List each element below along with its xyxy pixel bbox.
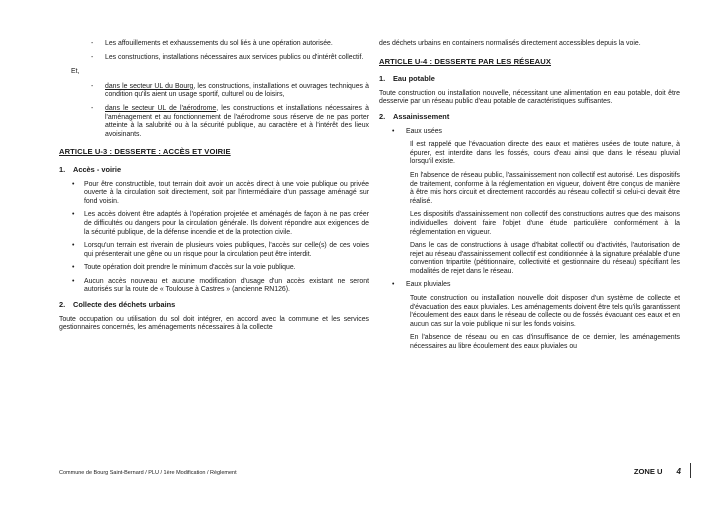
sector-text: , les constructions et installations nécessaires à l'aménagement et au fonctionnement de l'aérodrome sous réserve de ne pas porter atteinte à la salubrité ou à la sécurité publique, au caractère et à l'intérêt des lieux avoisinants.	[105, 104, 369, 138]
list-item-text: Les constructions, installations nécessaires aux services publics ou d'intérêt collectif.	[105, 53, 364, 61]
text-cursor	[690, 463, 691, 478]
footer-document-reference: Commune de Bourg Saint-Bernard / PLU / 1ère Modification / Règlement	[59, 470, 237, 476]
list-item	[59, 181, 369, 207]
section-heading	[379, 113, 680, 122]
list-item-text: Aucun accès nouveau et aucune modification d'usage d'un accès existant ne seront autorisés sur la route de « Toulouse à Castres » (ancienne RN126).	[84, 277, 369, 294]
paragraph: En l'absence de réseau public, l'assainissement non collectif est autorisé. Les dispositifs de traitement, conforme à la réglementation en vigueur, doivent être conçus de manière à être mis hors circuit et directement raccordés au réseau collectif si celui-ci devait être réalisé.	[410, 171, 680, 205]
paragraph: Toute construction ou installation nouvelle doit disposer d'un système de collecte et d'évacuation des eaux pluviales. Les aménagements doivent être tels qu'ils garantissent l'écoulement des eaux dans le réseau de collecte ou de fossés évacuant ces eaux et en aucun cas sur la voie publique ni sur les fonds voisins.	[410, 295, 680, 328]
list-item-text: Les affouillements et exhaussements du sol liés à une opération autorisée.	[105, 40, 333, 47]
section-title: Eau potable	[393, 74, 435, 84]
section-number: 2.	[59, 300, 66, 310]
sector-lead: dans le secteur UL du Bourg	[105, 82, 194, 90]
bullet-marker: •	[72, 277, 75, 285]
paragraph: En l'absence de réseau ou en cas d'insuffisance de ce dernier, les aménagements nécessaires au libre écoulement des eaux pluviales ou	[410, 334, 680, 351]
list-item	[59, 83, 369, 100]
sub-heading-eaux-pluviales	[379, 281, 680, 290]
list-item-text: Toute opération doit prendre le minimum d'accès sur la voie publique.	[84, 264, 296, 272]
list-item-text: Les accès doivent être adaptés à l'opération projetée et aménagés de façon à ne pas créer de difficultés ou dangers pour la circulation générale. Ils doivent répondre aux exigences de la sécurité publique, de la défense incendie et de la protection civile.	[84, 211, 369, 236]
section-heading	[59, 166, 369, 175]
paragraph: Dans le cas de constructions à usage d'habitat collectif ou d'activités, l'autorisation de rejet au réseau d'assainissement collectif est conditionnée à la signature préalable d'une convention tripartite (pétitionnaire, collectivité et gestionnaire du réseau) spécifiant les modalités de rejet dans le réseau.	[410, 242, 680, 275]
article-u4-heading: ARTICLE U-4 : DESSERTE PAR LES RÉSEAUX	[379, 56, 552, 66]
paragraph: Il est rappelé que l'évacuation directe des eaux et matières usées de toute nature, à épurer, est interdite dans les fossés, cours d'eau ainsi que dans le réseau pluvial lorsqu'il existe.	[410, 141, 680, 166]
list-item	[59, 278, 369, 295]
list-item-text: Lorsqu'un terrain est riverain de plusieurs voies publiques, l'accès sur celle(s) de ces voies qui présenterait une gêne ou un risque pour la circulation peut être interdit.	[84, 242, 369, 258]
section-heading	[59, 301, 369, 310]
left-column	[59, 40, 369, 338]
section-title: Accès - voirie	[73, 164, 122, 174]
sub-heading-label: Eaux pluviales	[406, 281, 451, 289]
paragraph: Les dispositifs d'assainissement non collectif des constructions autres que des maisons individuelles doivent faire l'objet d'une étude particulière conformément à la réglementation en vigueur.	[410, 211, 680, 236]
list-item	[59, 242, 369, 259]
bullet-marker: •	[392, 281, 395, 289]
eau-potable-paragraph: Toute construction ou installation nouvelle, nécessitant une alimentation en eau potable, doit être desservie par un réseau public d'eau potable de caractéristiques suffisantes.	[379, 89, 680, 106]
zone-label: ZONE U	[633, 467, 663, 476]
section-number: 1.	[59, 164, 66, 174]
list-item	[59, 105, 369, 139]
list-item	[59, 211, 369, 237]
list-item	[59, 54, 369, 63]
section-heading	[379, 75, 680, 84]
sector-lead: dans le secteur UL de l'aérodrome	[105, 104, 217, 112]
dash-marker: -	[91, 82, 94, 90]
section-title: Assainissement	[393, 111, 450, 121]
dash-marker: -	[91, 104, 94, 112]
page-number: 4	[676, 467, 681, 476]
right-column	[379, 40, 680, 357]
et-label: Et,	[71, 68, 80, 76]
dash-marker: -	[91, 40, 94, 47]
sector-text: , les constructions, installations et ouvrages techniques à condition qu'ils aient un usage sportif, culturel ou de loisirs,	[105, 82, 369, 99]
section-number: 2.	[379, 111, 386, 121]
section-number: 1.	[379, 74, 386, 84]
bullet-marker: •	[72, 264, 75, 272]
sub-heading-eaux-usees	[379, 128, 680, 137]
list-item	[59, 40, 369, 49]
footer-zone-label	[634, 467, 681, 476]
bullet-marker: •	[72, 180, 75, 188]
sub-heading-label: Eaux usées	[406, 127, 443, 135]
dash-marker: -	[91, 53, 94, 61]
bullet-marker: •	[392, 127, 395, 135]
collecte-paragraph: Toute occupation ou utilisation du sol doit intégrer, en accord avec la commune et les services gestionnaires concernés, les aménagements nécessaires à la collecte	[59, 315, 369, 332]
page-footer	[59, 467, 681, 481]
bullet-marker: •	[72, 242, 75, 250]
article-u3-heading: ARTICLE U-3 : DESSERTE : ACCÈS ET VOIRIE	[59, 147, 231, 157]
continuation-paragraph: des déchets urbains en containers normalisés directement accessibles depuis la voie.	[379, 40, 641, 47]
list-item-text: Pour être constructible, tout terrain doit avoir un accès direct à une voie publique ou privée ouverte à la circulation soit directement, soit par l'intermédiaire d'un passage aménagé sur fond voisin.	[84, 180, 369, 205]
section-title: Collecte des déchets urbains	[73, 300, 176, 310]
bullet-marker: •	[72, 211, 75, 219]
list-item	[59, 264, 369, 273]
